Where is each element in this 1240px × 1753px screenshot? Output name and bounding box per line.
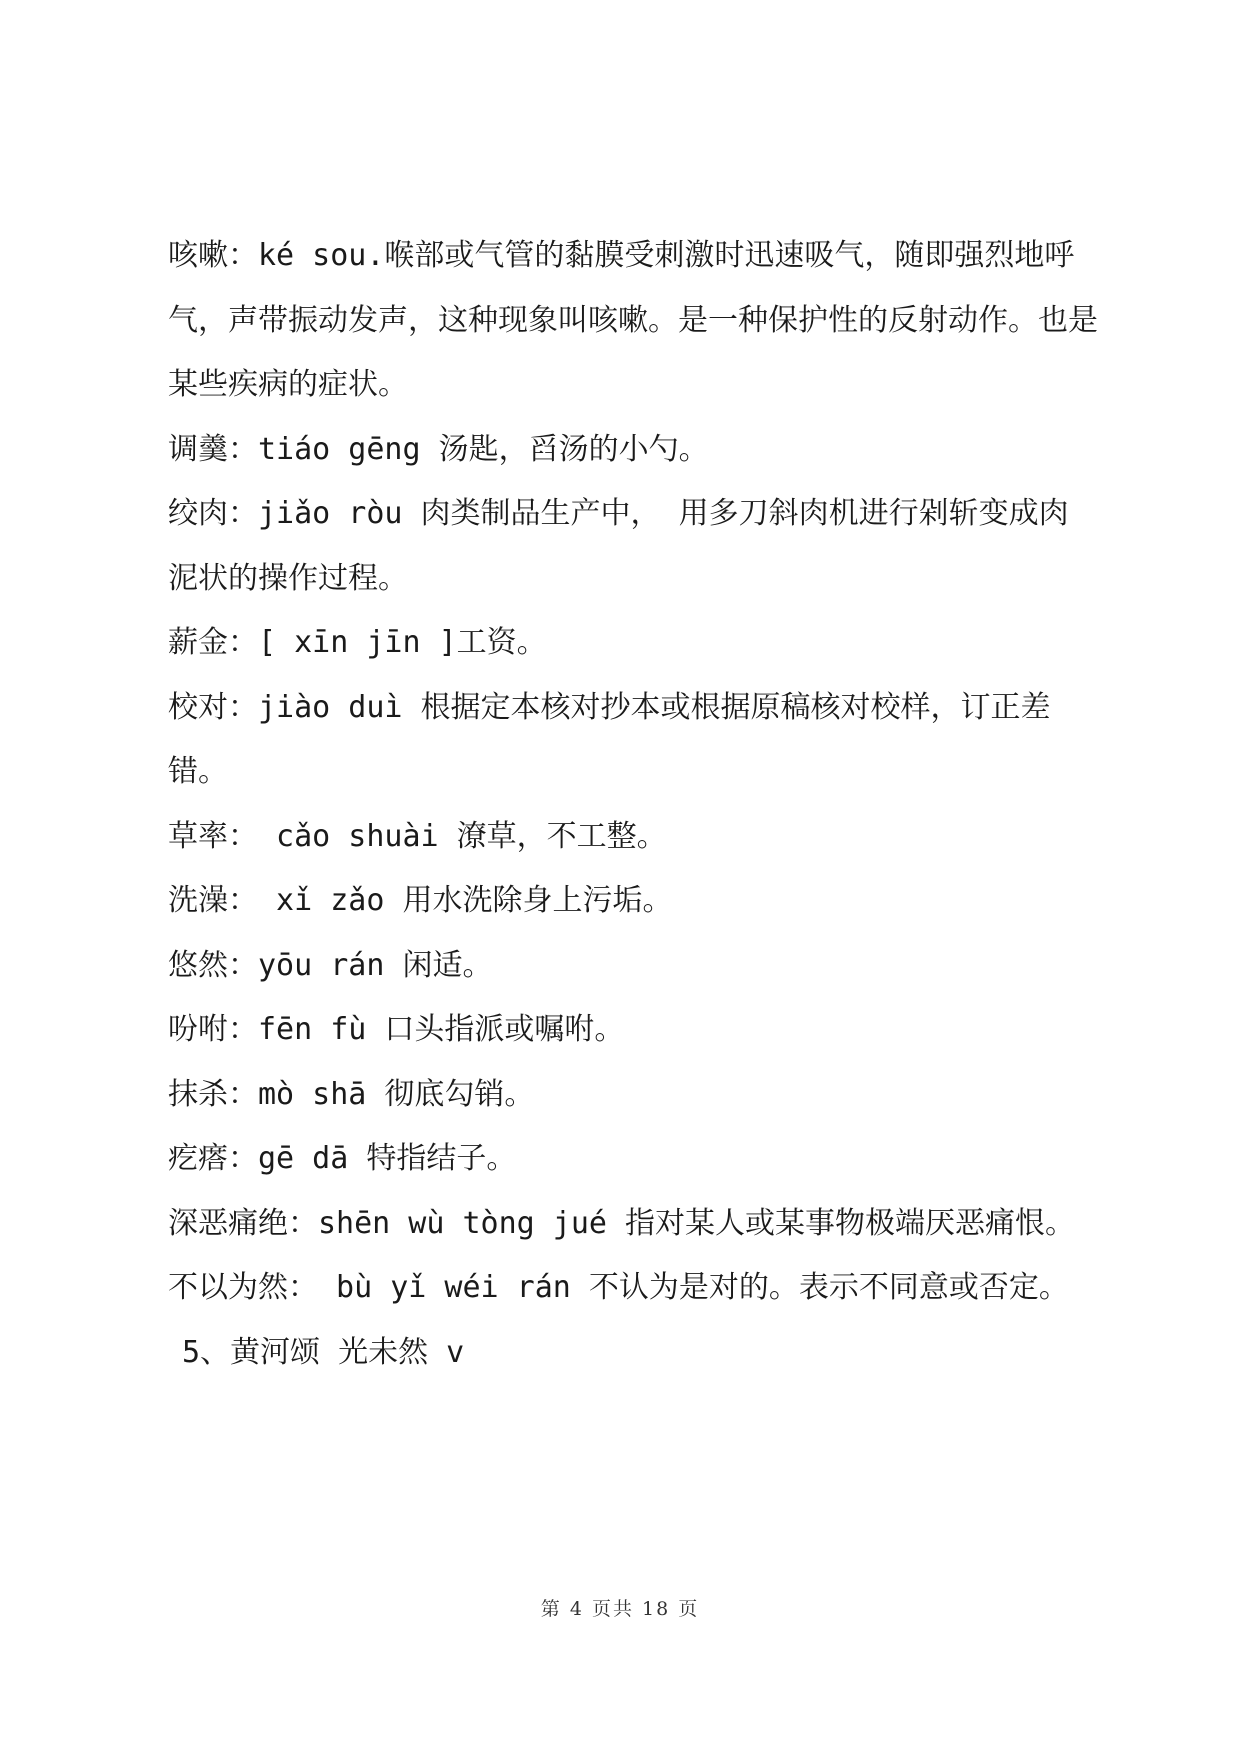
vocab-entry-jiaorou: 绞肉：jiǎo ròu 肉类制品生产中， 用多刀斜肉机进行剁斩变成肉泥状的操作过程。 <box>168 496 1069 596</box>
vocab-entry-kesou: 咳嗽：ké sou.喉部或气管的黏膜受刺激时迅速吸气，随即强烈地呼气，声带振动发声，这种现象叫咳嗽。是一种保护性的反射动作。也是某些疾病的症状。 <box>168 238 1098 402</box>
vocab-entry-xinjin: 薪金：[ xīn jīn ]工资。 <box>168 625 547 660</box>
vocab-entry-jiaodui: 校对：jiào duì 根据定本核对抄本或根据原稿核对校样，订正差错。 <box>168 689 1051 789</box>
vocab-entry-geda: 疙瘩：gē dā 特指结子。 <box>168 1141 517 1176</box>
vocab-entry-mosha: 抹杀：mò shā 彻底勾销。 <box>168 1076 535 1112</box>
vocab-entry-youran: 悠然：yōu rán 闲适。 <box>168 947 493 983</box>
document-body <box>168 224 1098 1385</box>
vocab-entry-tiaogeng: 调羹：tiáo gēng 汤匙，舀汤的小勺。 <box>168 431 709 467</box>
vocab-entry-xizao: 洗澡： xǐ zǎo 用水洗除身上污垢。 <box>168 883 673 918</box>
vocab-entry-shenwutongjue: 深恶痛绝：shēn wù tòng jué 指对某人或某事物极端厌恶痛恨。 <box>168 1205 1076 1241</box>
page-number-footer: 第 4 页共 18 页 <box>540 1598 700 1620</box>
vocab-entry-buyiweiran: 不以为然： bù yǐ wéi rán 不认为是对的。表示不同意或否定。 <box>168 1270 1069 1305</box>
section-heading: 5、黄河颂 光未然 v <box>182 1334 465 1370</box>
vocab-entry-fenfu: 吩咐：fēn fù 口头指派或嘱咐。 <box>168 1012 625 1047</box>
vocab-entry-caoshuai: 草率： cǎo shuài 潦草，不工整。 <box>168 818 667 854</box>
